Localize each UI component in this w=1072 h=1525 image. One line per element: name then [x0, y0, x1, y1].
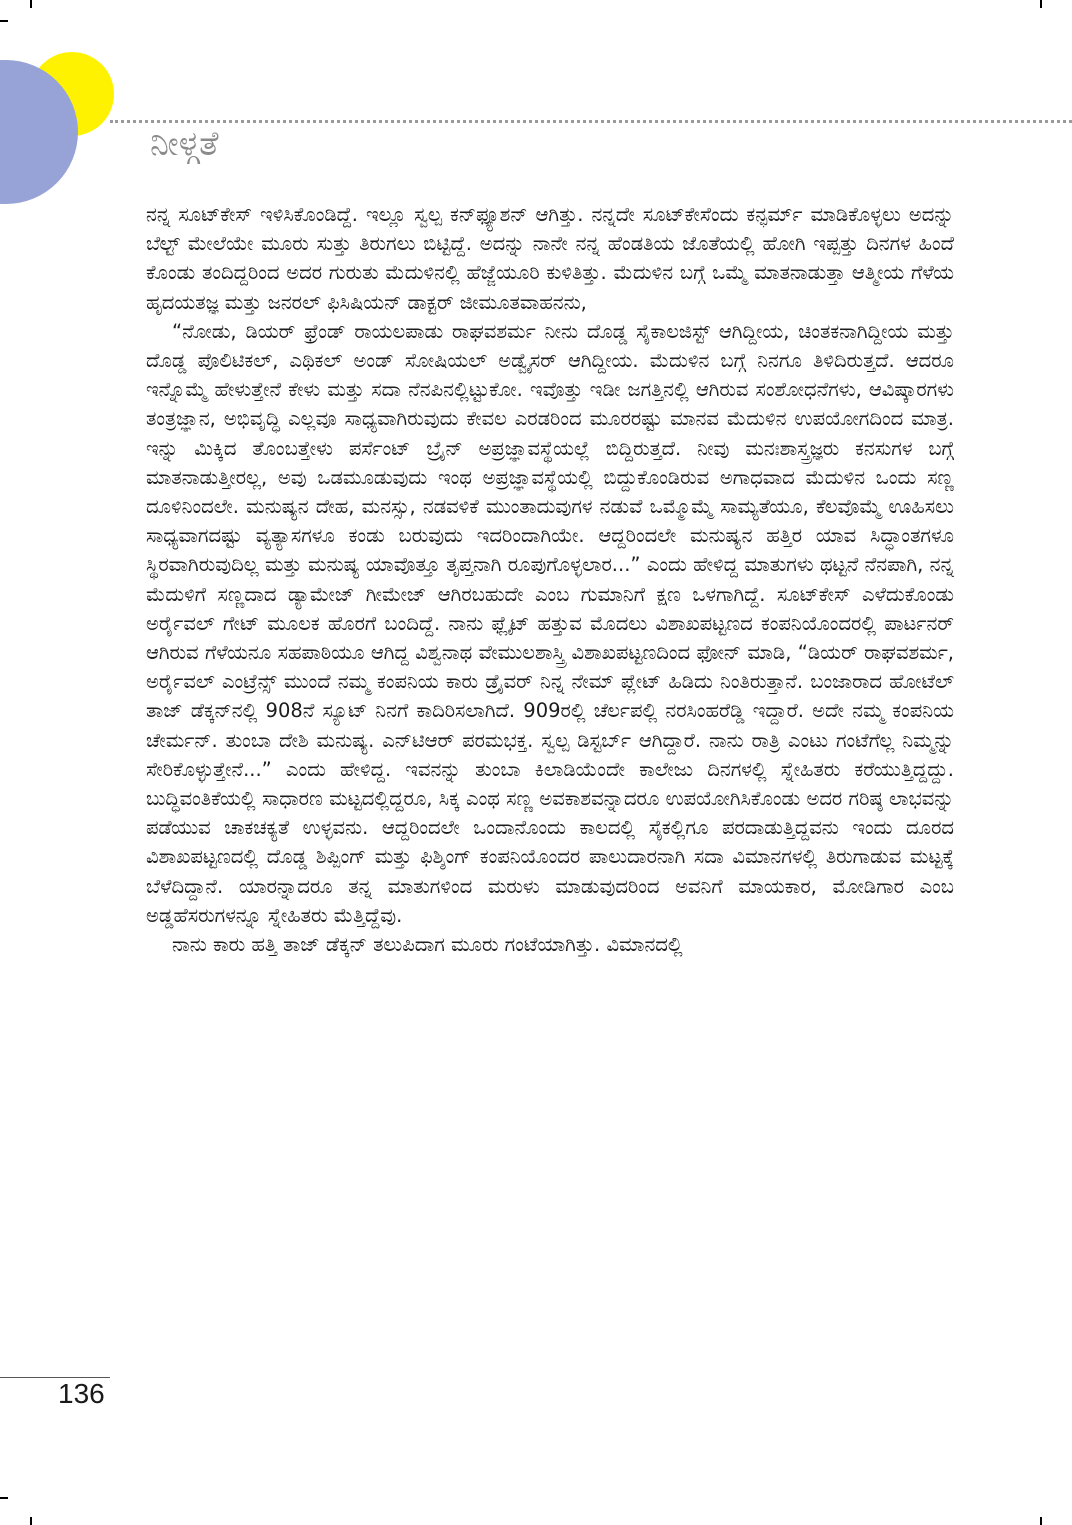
body-text [146, 200, 954, 959]
crop-mark [1040, 1517, 1042, 1525]
crop-mark [0, 1497, 8, 1499]
crop-mark [30, 1517, 32, 1525]
paragraph: “ನೋಡು, ಡಿಯರ್ ಫ್ರೆಂಡ್ ರಾಯಲಪಾಡು ರಾಘವಶರ್ಮ ನೀನು ದೊಡ್ಡ ಸೈಕಾಲಜಿಸ್ಟ್ ಆಗಿದ್ದೀಯ, ಚಿಂತಕನಾಗಿದ್ದೀಯ ಮತ್ತು ದೊಡ್ಡ ಪೊಲಿಟಿಕಲ್, ಎಥಿಕಲ್ ಅಂಡ್ ಸೋಷಿಯಲ್ ಅಡ್ವೈಸರ್ ಆಗಿದ್ದೀಯ. ಮೆದುಳಿನ ಬಗ್ಗೆ ನಿನಗೂ ತಿಳಿದಿರುತ್ತದೆ. ಆದರೂ ಇನ್ನೊಮ್ಮೆ ಹೇಳುತ್ತೇನೆ ಕೇಳು ಮತ್ತು ಸದಾ ನೆನಪಿನಲ್ಲಿಟ್ಟುಕೋ. ಇವೊತ್ತು ಇಡೀ ಜಗತ್ತಿನಲ್ಲಿ ಆಗಿರುವ ಸಂಶೋಧನೆಗಳು, ಆವಿಷ್ಕಾರಗಳು ತಂತ್ರಜ್ಞಾನ, ಅಭಿವೃದ್ಧಿ ಎಲ್ಲವೂ ಸಾಧ್ಯವಾಗಿರುವುದು ಕೇವಲ ಎರಡರಿಂದ ಮೂರರಷ್ಟು ಮಾನವ ಮೆದುಳಿನ ಉಪಯೋಗದಿಂದ ಮಾತ್ರ. ಇನ್ನು ಮಿಕ್ಕಿದ ತೊಂಬತ್ತೇಳು ಪರ್ಸೆಂಟ್ ಬ್ರೈನ್ ಅಪ್ರಜ್ಞಾವಸ್ಥೆಯಲ್ಲೆ ಬಿದ್ದಿರುತ್ತದೆ. ನೀವು ಮನಃಶಾಸ್ತ್ರಜ್ಞರು ಕನಸುಗಳ ಬಗ್ಗೆ ಮಾತನಾಡುತ್ತೀರಲ್ಲ, ಅವು ಒಡಮೂಡುವುದು ಇಂಥ ಅಪ್ರಜ್ಞಾವಸ್ಥೆಯಲ್ಲಿ ಬಿದ್ದುಕೊಂಡಿರುವ ಅಗಾಧವಾದ ಮೆದುಳಿನ ಒಂದು ಸಣ್ಣ ದೂಳಿನಿಂದಲೇ. ಮನುಷ್ಯನ ದೇಹ, ಮನಸ್ಸು, ನಡವಳಿಕೆ ಮುಂತಾದುವುಗಳ ನಡುವೆ ಒಮ್ಮೊಮ್ಮೆ ಸಾಮ್ಯತೆಯೂ, ಕೆಲವೊಮ್ಮೆ ಊಹಿಸಲು ಸಾಧ್ಯವಾಗದಷ್ಟು ವ್ಯತ್ಯಾಸಗಳೂ ಕಂಡು ಬರುವುದು ಇದರಿಂದಾಗಿಯೇ. ಆದ್ದರಿಂದಲೇ ಮನುಷ್ಯನ ಹತ್ತಿರ ಯಾವ ಸಿದ್ಧಾಂತಗಳೂ ಸ್ಥಿರವಾಗಿರುವುದಿಲ್ಲ ಮತ್ತು ಮನುಷ್ಯ ಯಾವೊತ್ತೂ ತೃಪ್ತನಾಗಿ ರೂಪುಗೊಳ್ಳಲಾರ...” ಎಂದು ಹೇಳಿದ್ದ ಮಾತುಗಳು ಥಟ್ಟನೆ ನೆನಪಾಗಿ, ನನ್ನ ಮೆದುಳಿಗೆ ಸಣ್ಣದಾದ ಡ್ಯಾಮೇಜ್ ಗೀಮೇಜ್ ಆಗಿರಬಹುದೇ ಎಂಬ ಗುಮಾನಿಗೆ ಕ್ಷಣ ಒಳಗಾಗಿದ್ದೆ. ಸೂಟ್‌ಕೇಸ್ ಎಳೆದುಕೊಂಡು ಅರ್ರೈವಲ್ ಗೇಟ್ ಮೂಲಕ ಹೊರಗೆ ಬಂದಿದ್ದೆ. ನಾನು ಫ್ಲೈಟ್ ಹತ್ತುವ ಮೊದಲು ವಿಶಾಖಪಟ್ಟಣದ ಕಂಪನಿಯೊಂದರಲ್ಲಿ ಪಾರ್ಟನರ್ ಆಗಿರುವ ಗೆಳೆಯನೂ ಸಹಪಾಠಿಯೂ ಆಗಿದ್ದ ವಿಶ್ವನಾಥ ವೇಮುಲಶಾಸ್ತ್ರಿ ವಿಶಾಖಪಟ್ಟಣದಿಂದ ಫೋನ್ ಮಾಡಿ, “ಡಿಯರ್ ರಾಘವಶರ್ಮ, ಅರ್ರೈವಲ್ ಎಂಟ್ರೆನ್ಸ್ ಮುಂದೆ ನಮ್ಮ ಕಂಪನಿಯ ಕಾರು ಡ್ರೈವರ್ ನಿನ್ನ ನೇಮ್ ಪ್ಲೇಟ್ ಹಿಡಿದು ನಿಂತಿರುತ್ತಾನೆ. ಬಂಜಾರಾದ ಹೋಟೆಲ್ ತಾಜ್ ಡೆಕ್ಕನ್‌ನಲ್ಲಿ 908ನೆ ಸ್ಯೂಟ್ ನಿನಗೆ ಕಾದಿರಿಸಲಾಗಿದೆ. 909ರಲ್ಲಿ ಚೆರ್ಲಪಲ್ಲಿ ನರಸಿಂಹರೆಡ್ಡಿ ಇದ್ದಾರೆ. ಅದೇ ನಮ್ಮ ಕಂಪನಿಯ ಚೇರ್ಮನ್. ತುಂಬಾ ದೇಶಿ ಮನುಷ್ಯ. ಎನ್‌ಟಿಆರ್ ಪರಮಭಕ್ತ. ಸ್ವಲ್ಪ ಡಿಸ್ಟರ್ಬ್ ಆಗಿದ್ದಾರೆ. ನಾನು ರಾತ್ರಿ ಎಂಟು ಗಂಟೆಗೆಲ್ಲ ನಿಮ್ಮನ್ನು ಸೇರಿಕೊಳ್ಳುತ್ತೇನೆ...” ಎಂದು ಹೇಳಿದ್ದ. ಇವನನ್ನು ತುಂಬಾ ಕಿಲಾಡಿಯೆಂದೇ ಕಾಲೇಜು ದಿನಗಳಲ್ಲಿ ಸ್ನೇಹಿತರು ಕರೆಯುತ್ತಿದ್ದದ್ದು. ಬುದ್ಧಿವಂತಿಕೆಯಲ್ಲಿ ಸಾಧಾರಣ ಮಟ್ಟದಲ್ಲಿದ್ದರೂ, ಸಿಕ್ಕ ಎಂಥ ಸಣ್ಣ ಅವಕಾಶವನ್ನಾದರೂ ಉಪಯೋಗಿಸಿಕೊಂಡು ಅದರ ಗರಿಷ್ಠ ಲಾಭವನ್ನು ಪಡೆಯುವ ಚಾಕಚಕ್ಯತೆ ಉಳ್ಳವನು. ಆದ್ದರಿಂದಲೇ ಒಂದಾನೊಂದು ಕಾಲದಲ್ಲಿ ಸೈಕಲ್ಲಿಗೂ ಪರದಾಡುತ್ತಿದ್ದವನು ಇಂದು ದೂರದ ವಿಶಾಖಪಟ್ಟಣದಲ್ಲಿ ದೊಡ್ಡ ಶಿಪ್ಪಿಂಗ್ ಮತ್ತು ಫಿಶ್ಶಿಂಗ್ ಕಂಪನಿಯೊಂದರ ಪಾಲುದಾರನಾಗಿ ಸದಾ ವಿಮಾನಗಳಲ್ಲಿ ತಿರುಗಾಡುವ ಮಟ್ಟಕ್ಕೆ ಬೆಳೆದಿದ್ದಾನೆ. ಯಾರನ್ನಾದರೂ ತನ್ನ ಮಾತುಗಳಿಂದ ಮರುಳು ಮಾಡುವುದರಿಂದ ಅವನಿಗೆ ಮಾಯಕಾರ, ಮೋಡಿಗಾರ ಎಂಬ ಅಡ್ಡಹೆಸರುಗಳನ್ನೂ ಸ್ನೇಹಿತರು ಮೆತ್ತಿದ್ದೆವು. [146, 319, 954, 927]
page-number: 136 [58, 1378, 105, 1409]
paragraph: ನನ್ನ ಸೂಟ್‌ಕೇಸ್ ಇಳಿಸಿಕೊಂಡಿದ್ದೆ. ಇಲ್ಲೂ ಸ್ವಲ್ಪ ಕನ್‌ಫ್ಯೂಶನ್ ಆಗಿತ್ತು. ನನ್ನದೇ ಸೂಟ್‌ಕೇಸೆಂದು ಕನ್ಫರ್ಮ್ ಮಾಡಿಕೊಳ್ಳಲು ಅದನ್ನು ಬೆಲ್ಟ್ ಮೇಲೆಯೇ ಮೂರು ಸುತ್ತು ತಿರುಗಲು ಬಿಟ್ಟಿದ್ದೆ. ಅದನ್ನು ನಾನೇ ನನ್ನ ಹೆಂಡತಿಯ ಜೊತೆಯಲ್ಲಿ ಹೋಗಿ ಇಪ್ಪತ್ತು ದಿನಗಳ ಹಿಂದೆ ಕೊಂಡು ತಂದಿದ್ದರಿಂದ ಅದರ ಗುರುತು ಮೆದುಳಿನಲ್ಲಿ ಹೆಜ್ಜೆಯೂರಿ ಕುಳಿತಿತ್ತು. ಮೆದುಳಿನ ಬಗ್ಗೆ ಒಮ್ಮೆ ಮಾತನಾಡುತ್ತಾ ಆತ್ಮೀಯ ಗೆಳೆಯ ಹೃದಯತಜ್ಞ ಮತ್ತು ಜನರಲ್ ಫಿಸಿಷಿಯನ್ ಡಾಕ್ಟರ್ ಜೀಮೂತವಾಹನನು, [146, 203, 954, 314]
paragraph: ನಾನು ಕಾರು ಹತ್ತಿ ತಾಜ್ ಡೆಕ್ಕನ್ ತಲುಪಿದಾಗ ಮೂರು ಗಂಟೆಯಾಗಿತ್ತು. ವಿಮಾನದಲ್ಲಿ [172, 933, 683, 957]
decorative-circles [0, 0, 130, 210]
crop-mark [1040, 0, 1042, 8]
section-title: ನೀಳ್ಗತೆ [150, 124, 219, 164]
dotted-rule [110, 120, 1072, 123]
